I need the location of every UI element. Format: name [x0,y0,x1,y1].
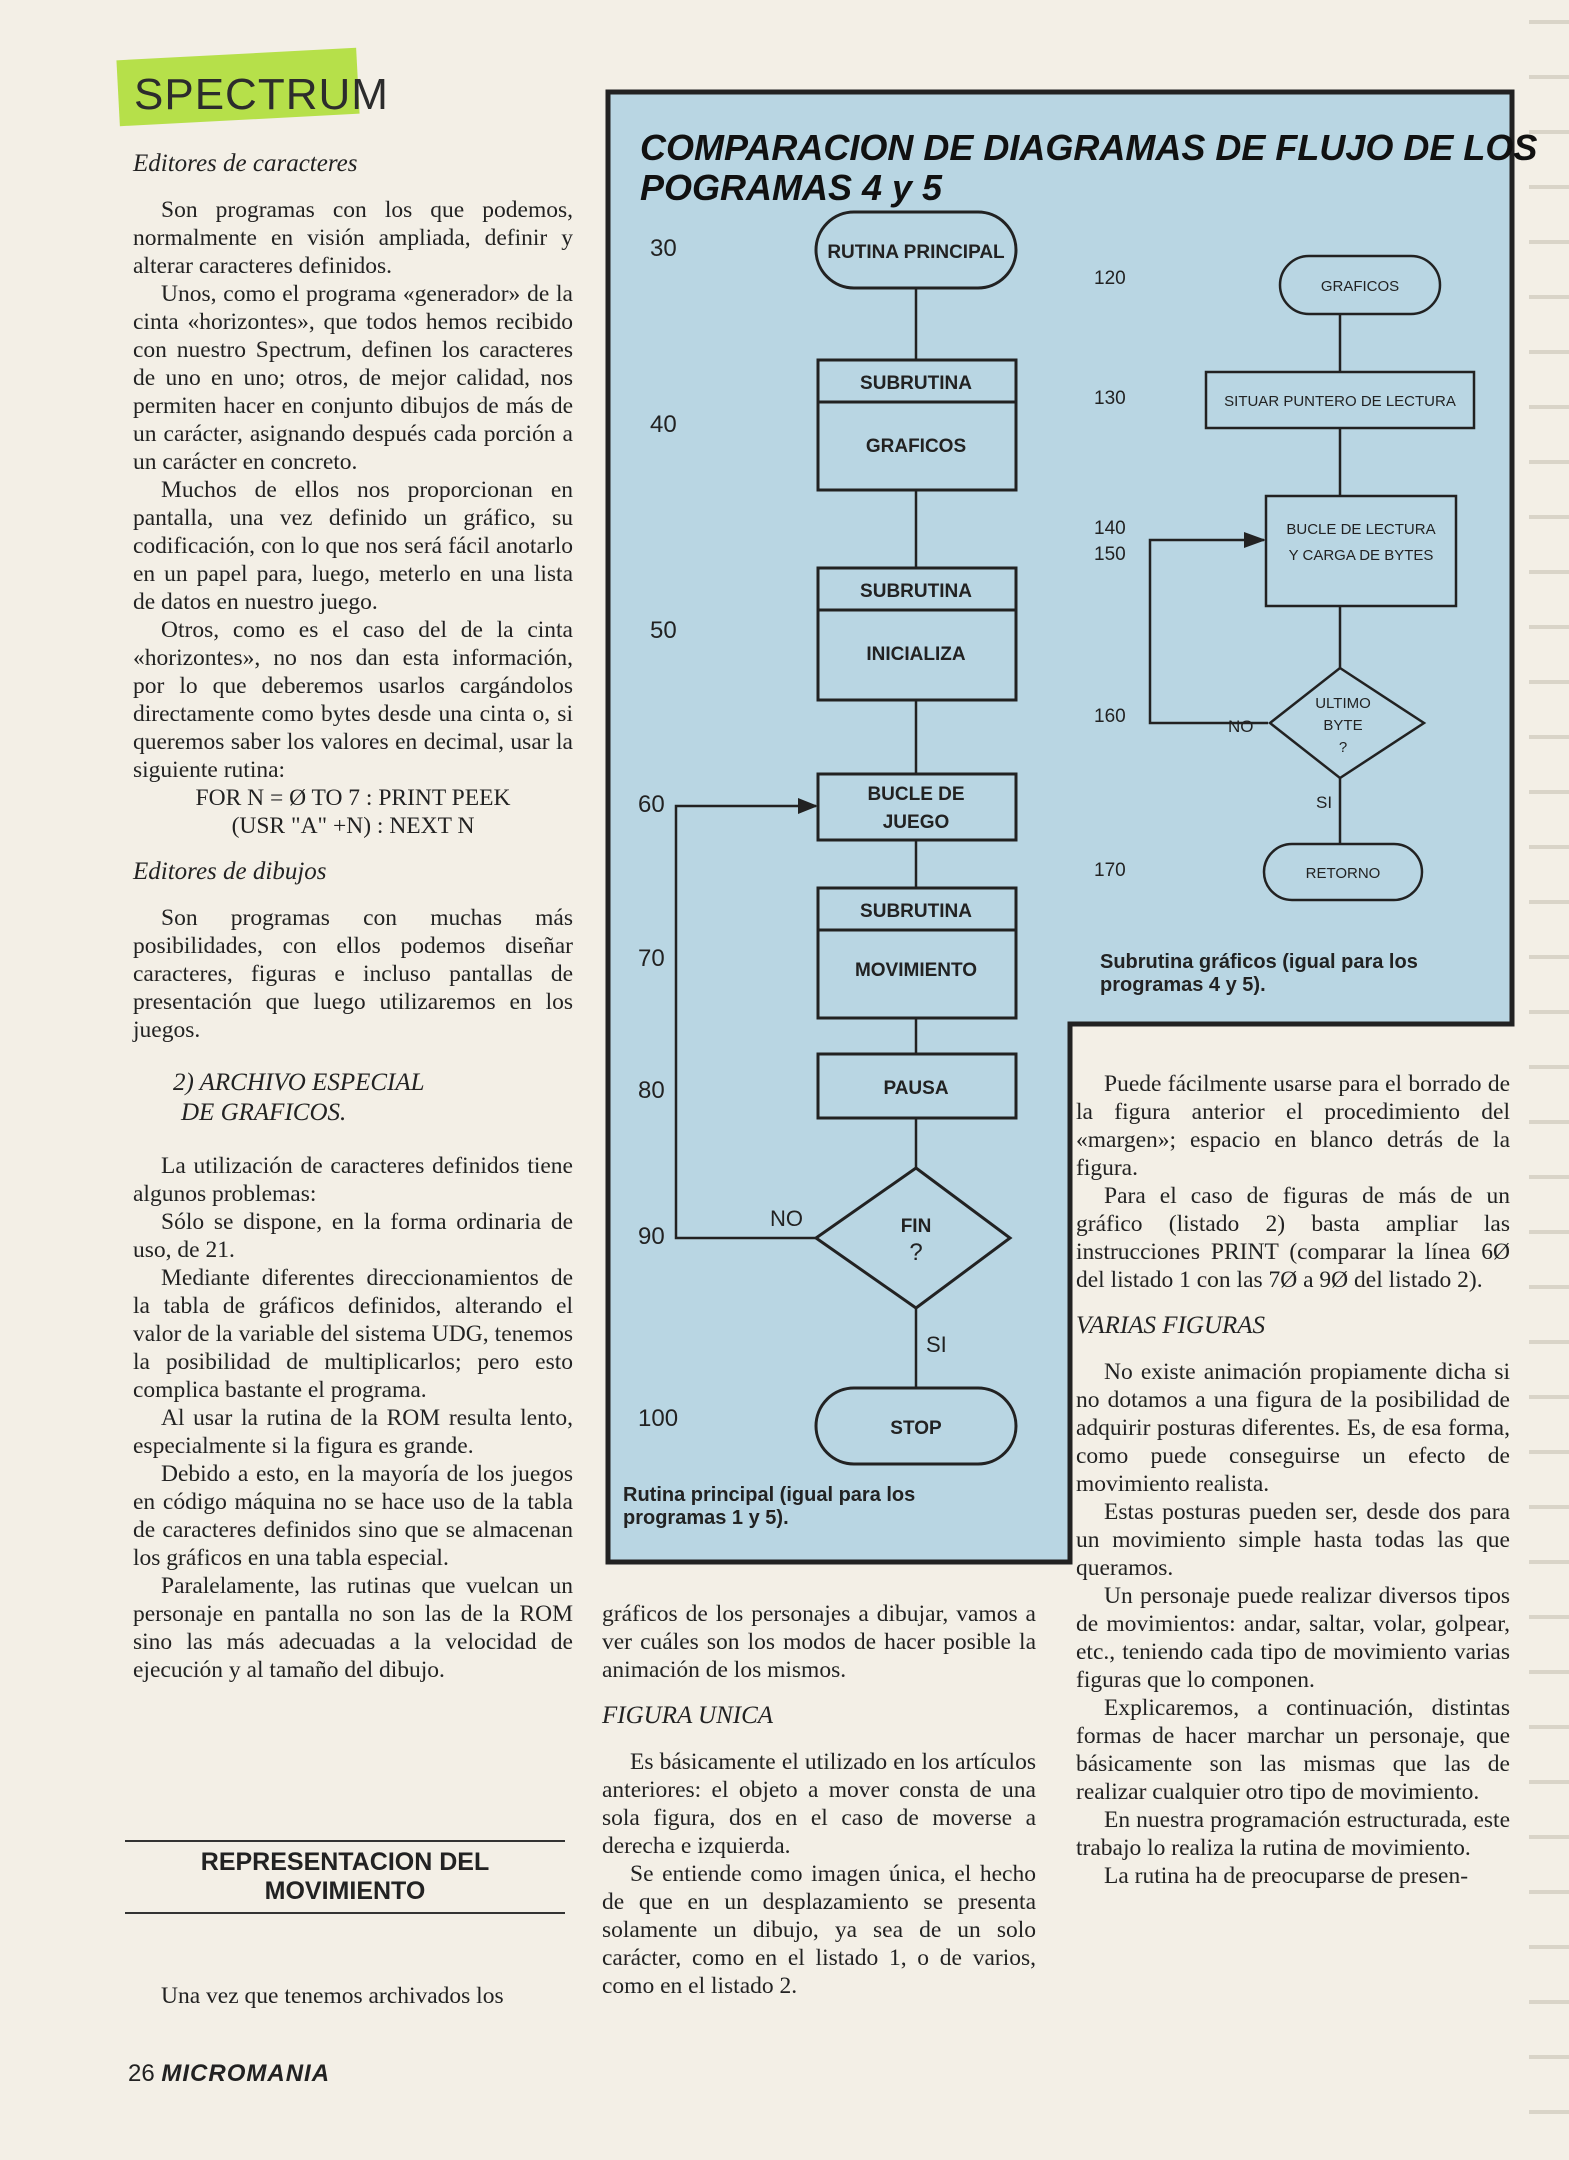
paragraph: En nuestra programación estructurada, este trabajo lo realiza la rutina de movimiento. [1076,1807,1510,1861]
paragraph: No existe animación propiamente dicha si no dotamos a una figura de la posibilidad de adquirir posturas diferentes. Es, de esa forma, como puede conseguirse un efecto de movimiento realista. [1076,1359,1510,1497]
paragraph: Son programas con muchas más posibilidades, con ellos podemos diseñar caracteres, figuras e incluso pantallas de presentación que luego utilizaremos en los juegos. [133,905,573,1043]
box-label: GRAFICOS [865,436,967,457]
line-number: 70 [638,945,665,972]
box-label: Y CARGA DE BYTES [1288,547,1434,564]
branch-label: NO [770,1206,803,1231]
subheading: FIGURA UNICA [602,1702,774,1729]
paragraph: Al usar la rutina de la ROM resulta lento, especialmente si la figura es grande. [133,1405,573,1459]
code-line: FOR N = Ø TO 7 : PRINT PEEK [195,785,511,811]
box-label: BUCLE DE [867,784,965,805]
page-footer [128,2060,330,2088]
terminal-label: RETORNO [1305,865,1381,882]
paragraph: La utilización de caracteres definidos tiene algunos problemas: [133,1153,573,1207]
paragraph: Estas posturas pueden ser, desde dos para un movimiento simple hasta todas las que queramos. [1076,1499,1510,1581]
box-label: BUCLE DE LECTURA [1286,521,1436,538]
section-heading [125,1840,565,1914]
paragraph: Se entiende como imagen única, el hecho de que en un desplazamiento se presenta solamente un dibujo, ya sea de un solo carácter, como en el listado 1, o de varios, como en el listado 2. [602,1861,1036,1999]
figure-title: COMPARACION DE DIAGRAMAS DE FLUJO DE LOS POGRAMAS 4 y 5 [640,127,1538,208]
paragraph: Otros, como es el caso del de la cinta «horizontes», no nos dan esta información, por lo que deberemos usarlos cargándolos directamente como bytes desde una cinta o, si queremos saber los valores en decimal, usar la siguiente rutina: [133,617,573,783]
paragraph: Muchos de ellos nos proporcionan en pantalla, una vez definido un gráfico, su codificación, con lo que nos será fácil anotarlo en un papel para, luego, meterlo en una lista de datos en nuestro juego. [133,477,573,615]
line-number: 50 [650,617,677,644]
line-number: 80 [638,1077,665,1104]
paragraph: Unos, como el programa «generador» de la cinta «horizontes», que todos hemos recibido con nuestro Spectrum, definen los caracteres de uno en uno; otros, de mejor calidad, nos permiten hacer en conjunto dibujos de más de un carácter, asignando después cada porción a un carácter en concreto. [133,281,573,475]
branch-label: SI [926,1332,947,1357]
page-number: 26 [128,2060,155,2087]
box-label: MOVIMIENTO [854,960,978,981]
paragraph: Es básicamente el utilizado en los artículos anteriores: el objeto a mover consta de una sola figura, dos en el caso de moverse a derecha e izquierda. [602,1749,1036,1859]
terminal-label: GRAFICOS [1320,278,1400,295]
paragraph: Debido a esto, en la mayoría de los juegos en código máquina no se hace uso de la tabla de caracteres definidos sino que se almacenan los gráficos en una tabla especial. [133,1461,573,1571]
subheading: 2) ARCHIVO ESPECIAL [173,1069,425,1096]
line-number: 30 [650,235,677,262]
decision-label: BYTE [1323,717,1363,734]
paragraph: Un personaje puede realizar diversos tipos de movimientos: andar, saltar, volar, golpear, etc., teniendo cada tipo de movimiento varias figuras que lo componen. [1076,1583,1510,1693]
line-number: 150 [1094,544,1126,565]
line-number: 160 [1094,706,1126,727]
decision-label: ? [1338,739,1348,756]
paragraph: La rutina ha de preocuparse de presen- [1104,1863,1469,1889]
box-label: SUBRUTINA [860,901,972,922]
column-2 [602,1600,1036,2000]
box-label: SITUAR PUNTERO DE LECTURA [1224,393,1456,410]
figure-caption: Subrutina gráficos (igual para los programas 4 y 5). [1100,951,1418,996]
decision-label: FIN [900,1216,932,1237]
line-number: 90 [638,1223,665,1250]
paragraph: Mediante diferentes direccionamientos de la tabla de gráficos definidos, alterando el valor de la variable del sistema UDG, tenemos la posibilidad de multiplicarlos; pero esto complica bastante el programa. [133,1265,573,1403]
figure-caption: Rutina principal (igual para los programas 1 y 5). [623,1484,916,1529]
line-number: 60 [638,791,665,818]
line-number: 140 [1094,518,1126,539]
line-number: 170 [1094,860,1126,881]
terminal-label: RUTINA PRINCIPAL [827,242,1005,263]
code-line: (USR "A" +N) : NEXT N [231,813,475,839]
paragraph: Explicaremos, a continuación, distintas formas de hacer marchar un personaje, que básicamente son las mismas que las de realizar cualquier otro tipo de movimiento. [1076,1695,1510,1805]
box-label: SUBRUTINA [860,581,972,602]
magazine-name: MICROMANIA [161,2060,331,2087]
terminal-label: STOP [890,1418,942,1439]
column-3 [1076,1070,1510,1890]
paragraph: gráficos de los personajes a dibujar, vamos a ver cuáles son los modos de hacer posible la animación de los mismos. [602,1601,1036,1683]
line-number: 100 [638,1405,679,1432]
subheading: Editores de dibujos [133,858,327,885]
decision-label: ULTIMO [1315,695,1371,712]
column-1-tail [133,1982,573,2010]
decision-label: ? [909,1239,923,1266]
line-number: 120 [1094,268,1126,289]
box-label: JUEGO [882,812,950,833]
subheading: VARIAS FIGURAS [1076,1312,1266,1339]
paragraph: Son programas con los que podemos, normalmente en visión ampliada, definir y alterar caracteres definidos. [133,197,573,279]
paragraph: Paralelamente, las rutinas que vuelcan un personaje en pantalla no son las de la ROM sino las más adecuadas a la velocidad de ejecución y al tamaño del dibujo. [133,1573,573,1683]
binder-holes [1529,0,1569,2160]
paragraph: Para el caso de figuras de más de un gráfico (listado 2) basta ampliar las instrucciones PRINT (comparar la línea 6Ø del listado 1 con las 7Ø a 9Ø del listado 2). [1076,1183,1510,1293]
line-number: 130 [1094,388,1126,409]
subheading: DE GRAFICOS. [181,1099,347,1126]
section-heading-line: MOVIMIENTO [264,1877,426,1905]
box-label: INICIALIZA [866,644,966,665]
paragraph: Sólo se dispone, en la forma ordinaria de uso, de 21. [133,1209,573,1263]
box-label: SUBRUTINA [860,373,972,394]
paragraph: Puede fácilmente usarse para el borrado de la figura anterior el procedimiento del «margen»; espacio en blanco detrás de la figura. [1076,1071,1510,1181]
branch-label: SI [1316,793,1333,812]
subheading: Editores de caracteres [133,150,358,177]
line-number: 40 [650,411,677,438]
column-1 [133,150,573,1684]
section-tag: SPECTRUM [134,70,389,119]
section-heading-line: REPRESENTACION DEL [200,1848,490,1876]
box-label: PAUSA [883,1078,949,1099]
paragraph: Una vez que tenemos archivados los [161,1983,504,2009]
branch-label: NO [1228,717,1254,736]
